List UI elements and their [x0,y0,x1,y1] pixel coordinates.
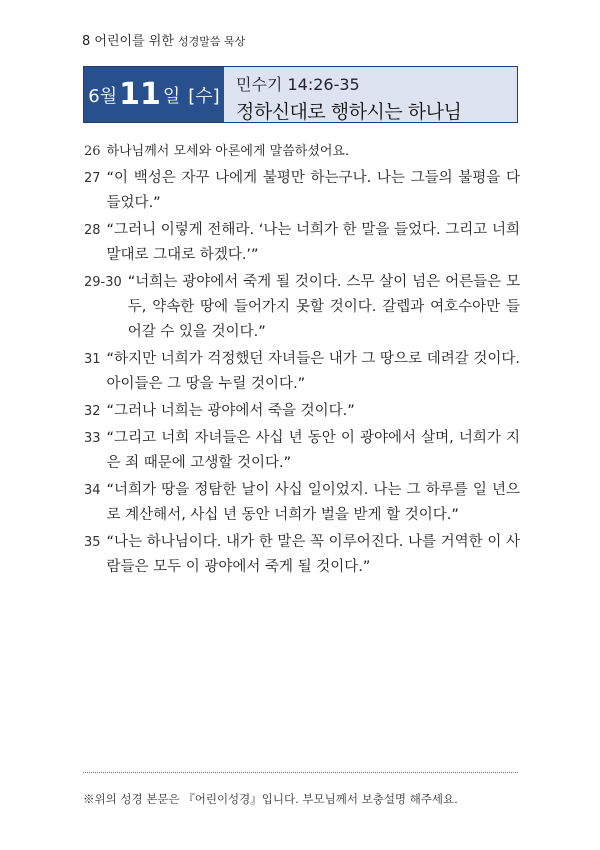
verse [84,139,520,164]
verse-text: “이 백성은 자꾸 나에게 불평만 하는구나. 나는 그들의 불평을 다 들었다.” [106,170,520,211]
verse [84,478,520,528]
verse-text: “그러나 너희는 광야에서 죽을 것이다.” [106,403,355,419]
verse [84,347,520,397]
verse-number: 34 [84,483,101,498]
book-title: 어린이를 위한 [94,34,174,49]
date-weekday: [수] [188,85,220,107]
verse-text: 하나님께서 모세와 아론에게 말씀하셨어요. [106,144,350,159]
verse-text: “그러니 이렇게 전해라. ‘나는 너희가 한 말을 들었다. 그리고 너희 말대로 그대로 하겠다.’” [106,222,520,263]
footer-note: ※위의 성경 본문은 『어린이성경』입니다. 부모님께서 보충설명 해주세요. [83,792,458,806]
verse [84,426,520,476]
verse-text: “그리고 너희 자녀들은 사십 년 동안 이 광야에서 살며, 너희가 지은 죄 때문에 고생할 것이다.” [106,430,520,471]
book-subtitle: 성경말씀 묵상 [178,35,246,48]
verse-number: 31 [84,352,101,367]
verse-text: “하지만 너희가 걱정했던 자녀들은 내가 그 땅으로 데려갈 것이다. 아이들은 그 땅을 누릴 것이다.” [106,351,520,392]
verse-text: “너희는 광야에서 죽게 될 것이다. 스무 살이 넘은 어른들은 모두, 약속한 땅에 들어가지 못할 것이다. 갈렙과 여호수아만 들어갈 수 있을 것이다.” [127,274,520,340]
title-area [224,67,517,122]
verse-number: 35 [84,535,101,550]
verse [84,218,520,268]
verse [84,166,520,216]
verse [84,399,520,424]
date-day-suffix: 일 [162,85,181,107]
page-header [82,30,245,49]
verse-text: “나는 하나님이다. 내가 한 말은 꼭 이루어진다. 나를 거역한 이 사람들은 모두 이 광야에서 죽게 될 것이다.” [106,534,520,575]
verse-number: 32 [84,404,101,419]
verse-text: “너희가 땅을 정탐한 날이 사십 일이었지. 나는 그 하루를 일 년으로 계산해서, 사십 년 동안 너희가 벌을 받게 할 것이다.” [106,482,520,523]
devotion-title: 정하신대로 행하시는 하나님 [236,101,462,123]
date-block [84,67,224,122]
devotion-title-box [83,66,518,123]
verse-number: 33 [84,431,101,446]
page-number: 8 [82,34,91,49]
verse-list [84,139,520,582]
date-day: 11 [119,76,161,112]
verse-number: 26 [84,144,101,159]
scripture-reference: 민수기 14:26-35 [236,75,360,94]
footer-divider [83,772,518,773]
verse-number: 28 [84,223,101,238]
verse [84,270,520,345]
verse [84,530,520,580]
date-month: 6월 [88,85,118,107]
verse-number: 29-30 [84,275,122,290]
verse-number: 27 [84,171,101,186]
